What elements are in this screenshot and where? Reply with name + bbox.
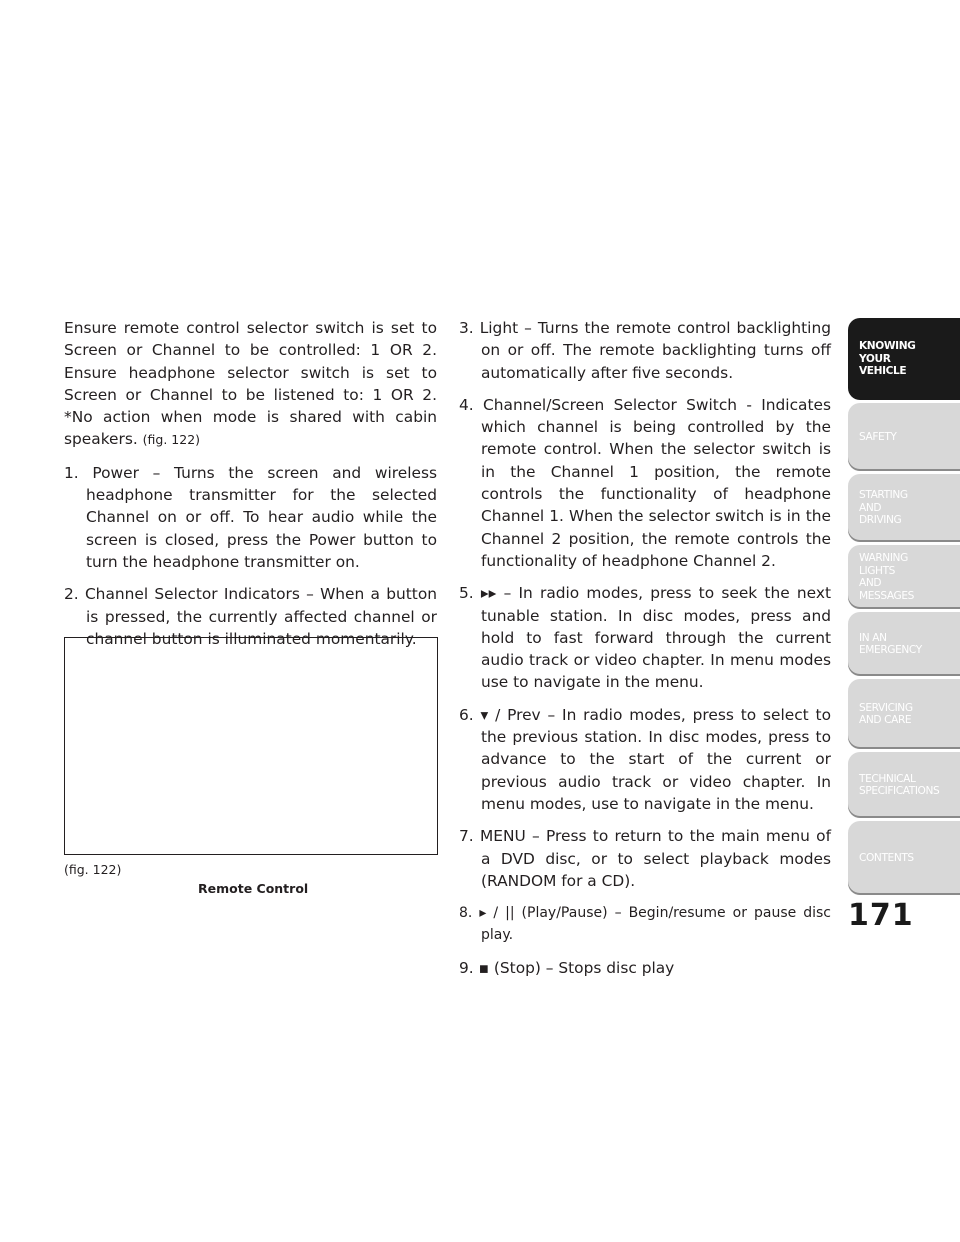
figure-caption: Remote Control [198,881,309,896]
tab-label: SERVICING AND CARE [859,701,913,726]
figure-remote-control-image [64,637,438,855]
figure-label: (fig. 122) [64,862,122,877]
left-column [64,317,437,660]
list-item-6: 6. ▾ / Prev – In radio modes, press to select to the previous station. In disc modes, press to advance to the start of the current or previous audio track or video chapter. In menu modes, use to navigate in the menu. [459,705,831,813]
list-item-9: 9. ▪ (Stop) – Stops disc play [459,958,675,977]
list-item-7: 7. MENU – Press to return to the main menu of a DVD disc, or to select playback modes (RANDOM for a CD). [459,827,831,890]
intro-paragraph [64,317,437,452]
tab-knowing-your-vehicle[interactable] [848,318,960,400]
intro-text: Ensure remote control selector switch is set to Screen or Channel to be controlled: 1 OR 2. Ensure headphone selector switch is set to Screen or Channel to be listened to: 1 OR 2. *No action when mode is shared with cabin speakers. [64,319,437,449]
tab-label: IN AN EMERGENCY [859,631,922,656]
tab-label: WARNING LIGHTS AND MESSAGES [859,552,914,602]
list-item-4: 4. Channel/Screen Selector Switch - Indicates which channel is being controlled by the remote control. When the selector switch is in the Channel 1 position, the remote controls the functionality of headphone Channel 1. When the selector switch is in the Channel 2 position, the remote controls the functionality of headphone Channel 2. [459,395,831,570]
list-item-1: 1. Power – Turns the screen and wireless headphone transmitter for the selected Channel on or off. To hear audio while the screen is closed, press the Power button to turn the headphone transmitter on. [64,463,437,571]
tab-warning-lights[interactable] [848,545,960,609]
tab-in-an-emergency[interactable] [848,612,960,676]
tab-technical-specifications[interactable] [848,752,960,818]
tab-safety[interactable] [848,403,960,471]
tab-starting-and-driving[interactable] [848,474,960,542]
tab-label: SAFETY [859,430,897,443]
intro-fig-ref: (fig. 122) [142,432,201,448]
list-item-5: 5. ▸▸ – In radio modes, press to seek the next tunable station. In disc modes, press and hold to fast forward through the current audio track or video chapter. In menu modes use to navigate in the menu. [459,584,831,692]
tab-label: TECHNICAL SPECIFICATIONS [859,772,940,797]
tab-contents[interactable] [848,821,960,895]
tab-label: CONTENTS [859,851,914,864]
list-item-2: 2. Channel Selector Indicators – When a button is pressed, the currently affected channel or channel button is illuminated momentarily. [64,585,437,648]
right-column [459,317,831,989]
list-item-3: 3. Light – Turns the remote control backlighting on or off. The remote backlighting turns off automatically after five seconds. [459,319,831,382]
page-number: 171 [848,898,914,933]
tab-label: KNOWING YOUR VEHICLE [859,340,916,378]
list-item-8: 8. ▸ / || (Play/Pause) – Begin/resume or pause disc play. [459,905,831,944]
tab-servicing-and-care[interactable] [848,679,960,749]
tab-label: STARTING AND DRIVING [859,489,908,527]
